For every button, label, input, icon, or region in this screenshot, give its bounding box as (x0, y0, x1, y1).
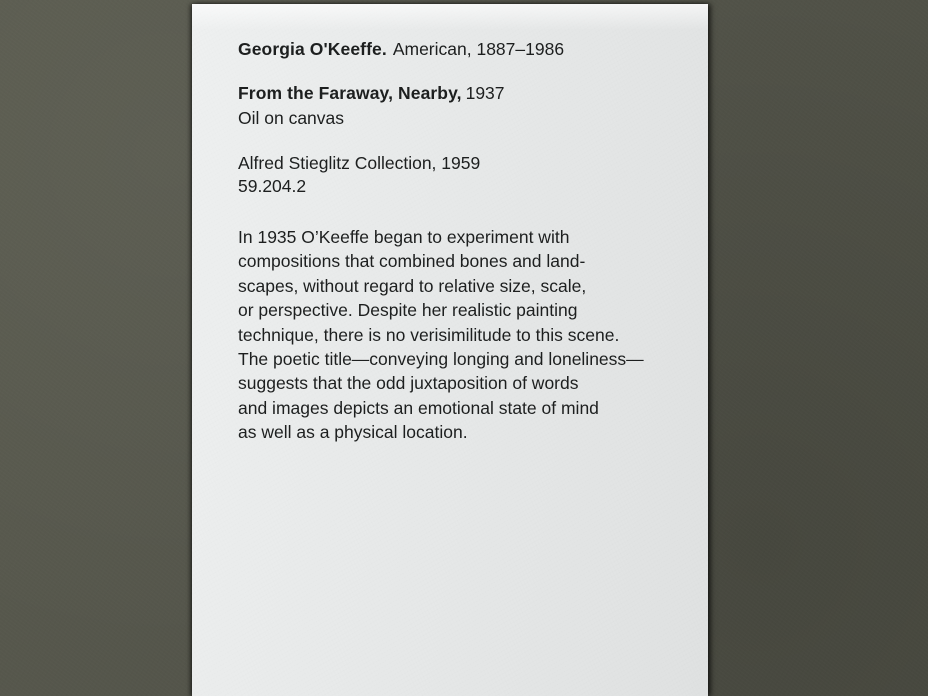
description-line: and images depicts an emotional state of mind (238, 397, 599, 418)
label-text-container (238, 38, 686, 445)
description-line: In 1935 O’Keeffe began to experiment with (238, 227, 570, 247)
description-line: scapes, without regard to relative size, scale, (238, 275, 587, 296)
description-line: or perspective. Despite her realistic painting (238, 300, 578, 321)
museum-wall-label-card (192, 4, 708, 696)
accession-number: 59.204.2 (238, 176, 307, 196)
description-line: suggests that the odd juxtaposition of words (238, 373, 579, 394)
credit-line: Alfred Stieglitz Collection, 1959 (238, 153, 481, 173)
description-line: as well as a physical location. (238, 422, 468, 443)
artist-nationality-and-life-dates: American, 1887–1986 (392, 39, 565, 59)
artist-line (238, 38, 686, 61)
artwork-medium: Oil on canvas (238, 108, 345, 128)
artist-name: Georgia O'Keeffe. (238, 39, 387, 59)
card-light-sheen (192, 4, 708, 30)
artwork-title-line (238, 82, 686, 105)
description-line: technique, there is no verisimilitude to this scene. (238, 324, 620, 345)
description-line: compositions that combined bones and land- (238, 251, 586, 272)
artwork-date: 1937 (465, 83, 505, 103)
interpretive-description (238, 225, 686, 445)
description-line: The poetic title—conveying longing and loneliness— (238, 349, 644, 370)
credit-block (238, 152, 686, 198)
artwork-title: From the Faraway, Nearby, (238, 83, 462, 103)
